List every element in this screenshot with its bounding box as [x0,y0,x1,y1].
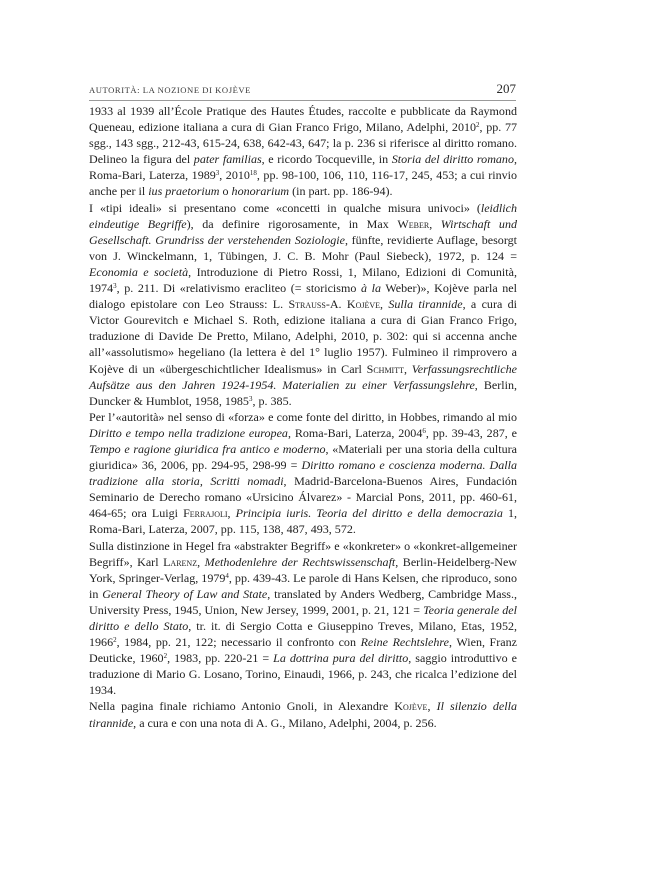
text-run: , pp. 439-43. Le parole di Hans Kelsen, che riproduco, sono in [89,570,517,601]
edition-superscript: 6 [422,426,426,435]
text-run: , 1983, pp. 220-21 = [167,651,274,666]
author-surname: Kojève [346,297,381,312]
text-run: , Roma-Bari, Laterza, 2004 [287,425,423,440]
text-run: Weber)», Kojève parla nel dialogo epistolare con Leo Strauss: L. [89,281,518,312]
text-run: , a cura di Victor Gourevitch e Michael S. Roth, edizione italiana a cura di Gian Franco Frigo, traduzione di Davide De Pretto, Milano, Adelphi, 2010, p. 302: qui si accenna anche all’«assolutismo» hegeliano (la lettera è del 1° luglio 1957). Fulmineo il rimprovero a Kojève di un «übergeschichtlicher Idealismus» in Carl [89,297,517,376]
text-run: , Introduzione di Pietro Rossi, 1, Milano, Edizioni di Comunità, 1974 [89,264,517,296]
text-run: , Roma-Bari, Laterza, 1989 [89,152,517,183]
italic-title: Storia del diritto romano [391,152,514,167]
author-surname: Ferrajoli [183,506,228,521]
italic-title: ius praetorium [148,184,220,199]
italic-title: Sulla tirannide [388,297,463,312]
edition-superscript: 18 [249,169,257,178]
text-run: , p. 211. Di «relativismo eracliteo (= storicismo [116,281,361,296]
italic-title: Methodenlehre der Rechtswissenschaft [204,554,396,569]
edition-superscript: 3 [215,169,220,178]
italic-title: General Theory of Law and State [102,586,268,601]
text-run: , Madrid-Barcelona-Buenos Aires, Fundación Seminario de Derecho romano «Ursicino Álvarez» - Marcial Pons, 2011, pp. 460-61, 464-65; ora Luigi [89,474,517,521]
text-run: , [227,506,236,521]
italic-title: pater familias [193,152,262,167]
edition-superscript: 3 [113,282,117,291]
italic-title: honorarium [231,184,290,199]
paragraph [89,200,517,409]
paragraph [89,698,517,730]
text-run: ), da definire rigorosamente, in Max [186,216,398,231]
italic-title: leidlich eindeutige Begriffe [89,200,517,231]
edition-superscript: 3 [248,394,253,403]
italic-title: Diritto romano e coscienza moderna. Dalla tradizione alla storia, Scritti nomadi [89,458,518,489]
text-run: (in part. pp. 186-94). [289,184,393,199]
text-run: , 1984, pp. 21, 122; necessario il confronto con [116,635,361,650]
text-run: , pp. 39-43, 287, e [425,425,517,440]
author-surname: Schmitt [366,361,404,376]
italic-title: à la [360,281,381,296]
text-run: -A. [325,297,347,312]
text-run: , Berlin, Duncker & Humblot, 1958, 1985 [89,377,517,408]
page-number: 207 [496,81,516,96]
text-run: 1, Roma-Bari, Laterza, 2007, pp. 115, 138, 487, 493, 572. [89,506,518,537]
text-run: , [404,361,412,376]
text-run: o [219,184,232,199]
italic-title: Principia iuris. Teoria del diritto e della democrazia [235,506,503,521]
author-surname: Weber [397,216,430,231]
edition-superscript: 2 [476,121,480,130]
text-run: 1933 al 1939 all’École Pratique des Hautes Études, raccolte e pubblicate da Raymond Queneau, edizione italiana a cura di Gian Franco Frigo, Milano, Adelphi, 2010 [89,104,517,135]
author-surname: Strauss [288,297,326,312]
text-run: , tr. it. di Sergio Cotta e Giuseppino Treves, Milano, Etas, 1952, 1966 [89,619,518,650]
text-run: Per l’«autorità» nel senso di «forza» e come fonte del diritto, in Hobbes, rimando al mio [89,409,517,424]
text-run: , p. 385. [252,393,292,408]
italic-title: Verfassungsrechtliche Aufsätze aus den Jahren 1924-1954. Materialien zu einer Verfassungslehre [89,361,517,392]
text-run: , fünfte, revidierte Auflage, besorgt von J. Winckelmann, 1, Tübingen, J. C. B. Mohr (Paul Siebeck), 1972, p. 124 = [89,232,517,263]
text-run: , Berlin-Heidelberg-New York, Springer-Verlag, 1979 [89,554,517,585]
italic-title: La dottrina pura del diritto [273,651,409,666]
edition-superscript: 4 [225,571,229,580]
running-head [89,80,516,101]
italic-title: Reine Rechtslehre [360,635,449,650]
notes-body [89,103,517,731]
text-run: I «tipi ideali» si presentano come «concetti in qualche misura univoci» ( [89,200,481,215]
text-run: , pp. 77 sgg., 143 sgg., 212-43, 615-24, 638, 642-43, 647; la p. 236 si riferisce al diritto romano. Delineo la figura del [89,120,518,167]
edition-superscript: 2 [163,652,168,661]
text-run: , [197,554,205,569]
italic-title: Tempo e ragione giuridica fra antico e moderno [89,441,326,456]
text-run: , Wien, Franz Deuticke, 1960 [89,635,517,666]
text-run: , [380,297,389,312]
text-run: , translated by Anders Wedberg, Cambridge Mass., University Press, 1945, Union, New Jersey, 1999, 2001, p. 21, 121 = [89,586,517,617]
italic-title: Wirtschaft und Gesellschaft. Grundriss der verstehenden Soziologie [89,216,517,247]
running-head-title: AUTORITÀ: LA NOZIONE DI KOJÈVE [89,85,251,95]
text-run: Sulla distinzione in Hegel fra «abstrakter Begriff» e «konkreter» o «konkret-allgemeiner Begriff», Karl [89,538,517,569]
paragraph [89,538,517,699]
author-surname: Kojève [394,699,428,714]
text-run: Nella pagina finale richiamo Antonio Gnoli, in Alexandre [89,699,395,714]
italic-title: Economia e società [89,264,189,279]
italic-title: Il silenzio della tirannide [89,699,517,730]
text-run: , 2010 [219,168,250,183]
paragraph [89,409,517,538]
paragraph [89,103,517,200]
text-run: , «Materiali per una storia della cultura giuridica» 36, 2006, pp. 294-95, 298-99 = [89,441,518,473]
text-run: , e ricordo Tocqueville, in [261,152,392,167]
author-surname: Larenz [163,554,198,569]
italic-title: Diritto e tempo nella tradizione europea [89,425,288,440]
text-run: , [427,699,437,714]
text-run: , pp. 98-100, 106, 110, 116-17, 245, 453; a cui rinvio anche per il [89,168,517,199]
edition-superscript: 2 [113,636,117,645]
text-run: , [429,216,441,231]
italic-title: Teoria generale del diritto e dello Stato [89,602,517,633]
text-run: , a cura e con una nota di A. G., Milano, Adelphi, 2004, p. 256. [133,715,437,730]
text-run: , saggio introduttivo e traduzione di Mario G. Losano, Torino, Einaudi, 1966, p. 243, che ricalca l’edizione del 1934. [89,651,517,698]
